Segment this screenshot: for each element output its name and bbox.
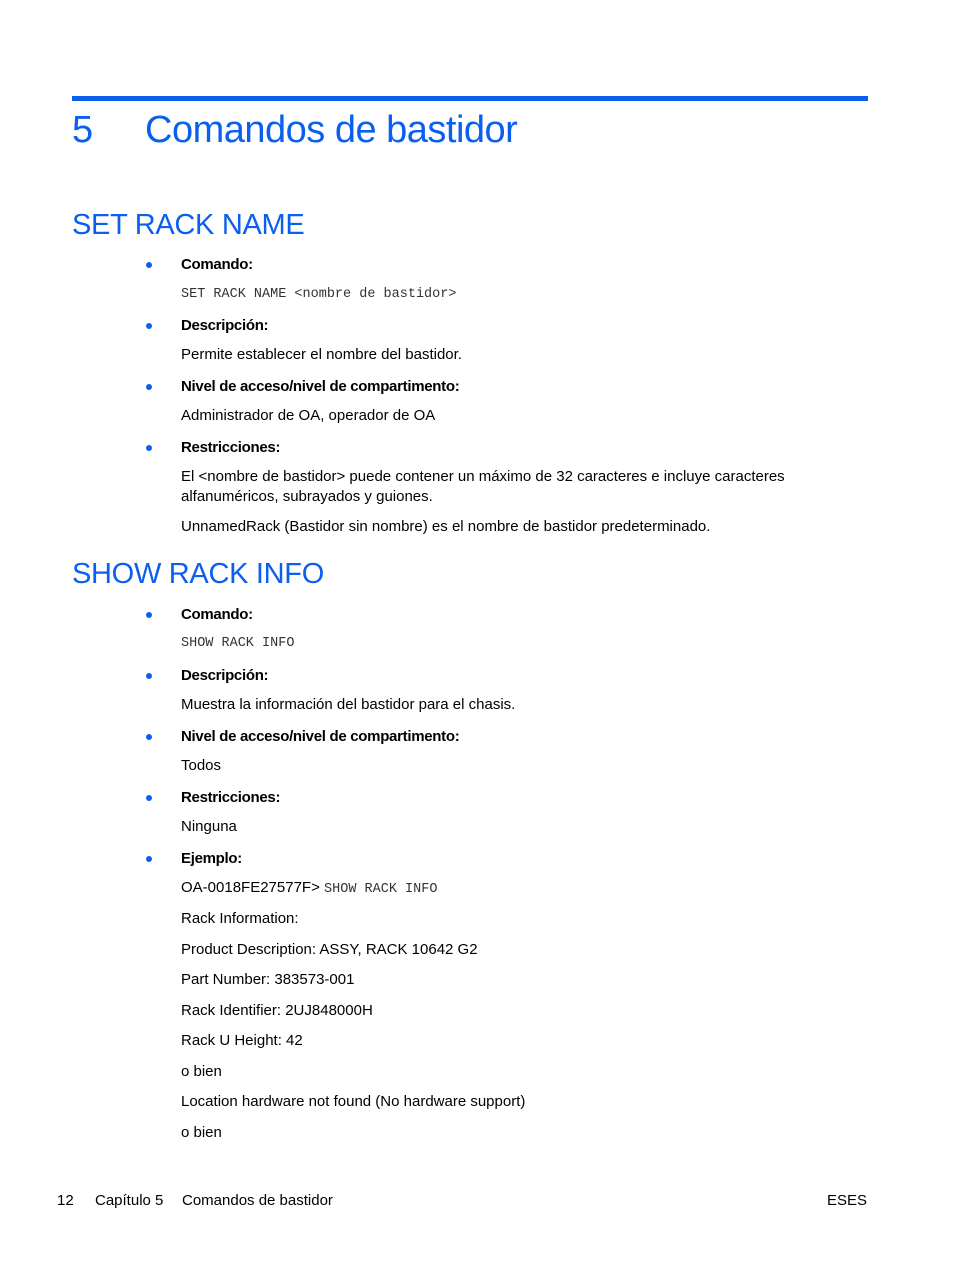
example-output-line: Product Description: ASSY, RACK 10642 G2: [181, 941, 478, 958]
bullet-icon: [146, 384, 152, 390]
chapter-title: [72, 106, 517, 154]
footer-chapter-title: Comandos de bastidor: [182, 1192, 333, 1209]
footer-chapter-ref: Capítulo 5: [95, 1192, 164, 1209]
example-command-line: [181, 878, 437, 900]
example-prompt: OA-0018FE27577F>: [181, 879, 320, 896]
restrictions-label: Restricciones:: [181, 789, 281, 806]
description-label: Descripción:: [181, 667, 269, 684]
example-command: SHOW RACK INFO: [324, 882, 438, 897]
access-label: Nivel de acceso/nivel de compartimento:: [181, 728, 460, 745]
access-text: Todos: [181, 757, 222, 774]
command-label: Comando:: [181, 256, 253, 273]
bullet-icon: [146, 734, 152, 740]
chapter-number: 5: [72, 109, 93, 151]
bullet-icon: [146, 445, 152, 451]
example-output-line: o bien: [181, 1063, 222, 1080]
example-output-line: Rack Information:: [181, 910, 299, 927]
example-label: Ejemplo:: [181, 850, 242, 867]
restrictions-label: Restricciones:: [181, 439, 281, 456]
example-output-line: Location hardware not found (No hardware support): [181, 1093, 526, 1110]
command-syntax: SET RACK NAME <nombre de bastidor>: [181, 287, 457, 302]
example-output-line: Part Number: 383573-001: [181, 971, 355, 988]
footer-locale: ESES: [826, 1192, 867, 1209]
chapter-rule: [72, 96, 868, 101]
section-heading-show-rack-info: SHOW RACK INFO: [72, 558, 324, 590]
bullet-icon: [146, 856, 152, 862]
chapter-title-text: Comandos de bastidor: [145, 109, 518, 151]
description-label: Descripción:: [181, 317, 269, 334]
command-label: Comando:: [181, 606, 253, 623]
bullet-icon: [146, 795, 152, 801]
bullet-icon: [146, 612, 152, 618]
example-output-line: o bien: [181, 1124, 222, 1141]
example-output-line: Rack U Height: 42: [181, 1032, 303, 1049]
bullet-icon: [146, 262, 152, 268]
description-text: Muestra la información del bastidor para el chasis.: [181, 696, 516, 713]
restrictions-text: Ninguna: [181, 818, 237, 835]
restrictions-text: El <nombre de bastidor> puede contener un máximo de 32 caracteres e incluye caracteres alfanuméricos, subrayados y guiones.: [181, 468, 785, 505]
access-text: Administrador de OA, operador de OA: [181, 407, 436, 424]
footer-page-number: 12: [57, 1192, 74, 1209]
section-heading-set-rack-name: SET RACK NAME: [72, 209, 305, 241]
description-text: Permite establecer el nombre del bastidor.: [181, 346, 462, 363]
restrictions-text: UnnamedRack (Bastidor sin nombre) es el nombre de bastidor predeterminado.: [181, 518, 711, 535]
access-label: Nivel de acceso/nivel de compartimento:: [181, 378, 460, 395]
bullet-icon: [146, 323, 152, 329]
bullet-icon: [146, 673, 152, 679]
example-output-line: Rack Identifier: 2UJ848000H: [181, 1002, 373, 1019]
command-syntax: SHOW RACK INFO: [181, 636, 295, 651]
